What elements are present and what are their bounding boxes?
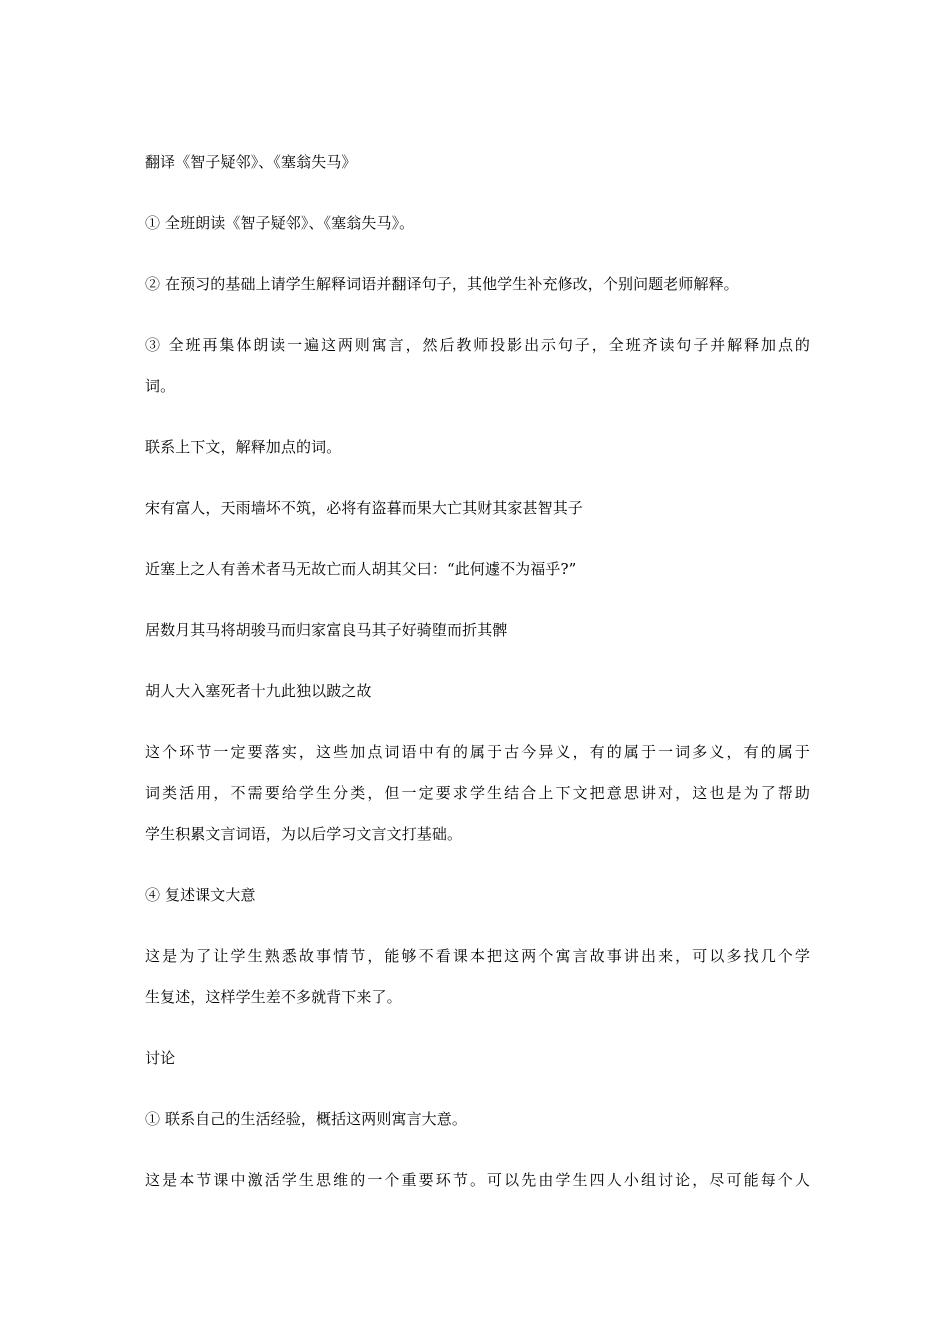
discussion-item-1: ① 联系自己的生活经验，概括这两则寓言大意。 bbox=[145, 1110, 467, 1128]
example-sentence-1: 宋有富人，天雨墙坏不筑，必将有盗暮而果大亡其财其家甚智其子 bbox=[145, 499, 583, 517]
note-paragraph-line-1: 这个环节一定要落实，这些加点词语中有的属于古今异义，有的属于一词多义，有的属于 bbox=[145, 743, 810, 761]
discussion-paragraph-line-1: 这是本节课中激活学生思维的一个重要环节。可以先由学生四人小组讨论，尽可能每个人 bbox=[145, 1171, 810, 1189]
example-sentence-3: 居数月其马将胡骏马而归家富良马其子好骑堕而折其髀 bbox=[145, 621, 508, 639]
retell-paragraph-line-2: 生复述，这样学生差不多就背下来了。 bbox=[145, 988, 402, 1006]
note-paragraph-line-2: 词类活用，不需要给学生分类，但一定要求学生结合上下文把意思讲对，这也是为了帮助 bbox=[145, 784, 810, 802]
section-heading-translation: 翻译《智子疑邻》、《塞翁失马》 bbox=[145, 153, 357, 171]
instruction-text: 联系上下文，解释加点的词。 bbox=[145, 438, 342, 456]
step-1-text: ① 全班朗读《智子疑邻》、《塞翁失马》。 bbox=[145, 214, 415, 232]
step-4-text: ④ 复述课文大意 bbox=[145, 886, 256, 904]
example-sentence-2: 近塞上之人有善术者马无故亡而人胡其父曰：“此何遽不为福乎?” bbox=[145, 560, 577, 578]
example-sentence-4: 胡人大入塞死者十九此独以跛之故 bbox=[145, 682, 372, 700]
section-heading-discussion: 讨论 bbox=[145, 1049, 176, 1067]
step-3-text-line-1: ③ 全班再集体朗读一遍这两则寓言，然后教师投影出示句子，全班齐读句子并解释加点的 bbox=[145, 336, 810, 354]
retell-paragraph-line-1: 这是为了让学生熟悉故事情节，能够不看课本把这两个寓言故事讲出来，可以多找几个学 bbox=[145, 947, 810, 965]
step-3-text-line-2: 词。 bbox=[145, 377, 176, 395]
note-paragraph-line-3: 学生积累文言词语，为以后学习文言文打基础。 bbox=[145, 825, 463, 843]
step-2-text: ② 在预习的基础上请学生解释词语并翻译句子，其他学生补充修改，个别问题老师解释。 bbox=[145, 275, 739, 293]
